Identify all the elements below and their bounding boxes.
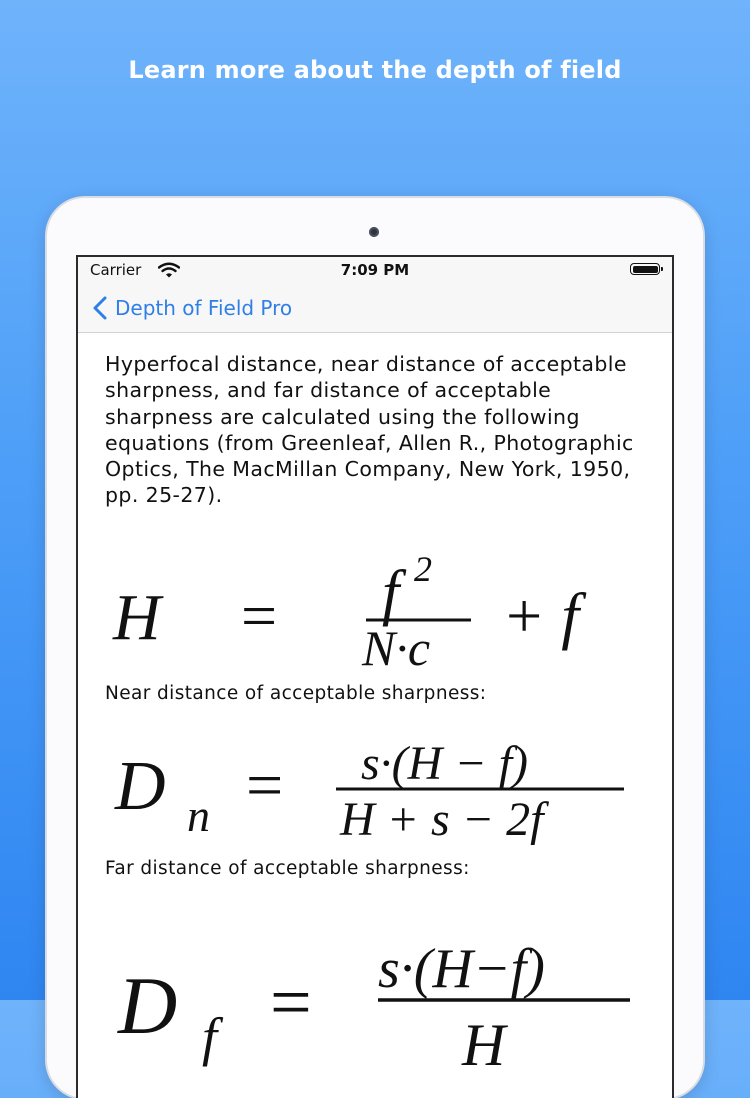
status-bar	[78, 257, 672, 283]
formula-dn-denominator: H + s − 2f	[340, 793, 544, 846]
formula-h-tail: + f	[502, 580, 579, 651]
device-screen	[78, 257, 672, 1098]
formula-df-denominator: H	[462, 1012, 506, 1078]
navigation-bar	[78, 283, 672, 333]
promo-headline: Learn more about the depth of field	[128, 56, 622, 84]
far-distance-formula	[78, 915, 672, 1098]
chevron-left-icon	[90, 295, 112, 321]
formula-dn-subscript: n	[187, 790, 210, 841]
hyperfocal-formula	[78, 555, 672, 667]
formula-h-numerator: f	[382, 559, 400, 627]
carrier-label: Carrier	[90, 261, 142, 279]
intro-paragraph: Hyperfocal distance, near distance of acceptable sharpness, and far distance of acceptable sharpness are calculated using the following equations (from Greenleaf, Allen R., Photographic Optics, The MacMillan Company, New York, 1950, pp. 25-27).	[105, 352, 634, 508]
back-button[interactable]	[90, 291, 292, 325]
clock: 7:09 PM	[340, 261, 410, 279]
formula-df-lhs: D	[118, 960, 178, 1051]
formula-h-denominator: N·c	[362, 620, 431, 667]
back-button-label: Depth of Field Pro	[115, 296, 293, 320]
formula-df-equals: =	[270, 962, 312, 1044]
front-camera	[369, 227, 379, 237]
near-distance-label: Near distance of acceptable sharpness:	[105, 683, 487, 704]
near-distance-formula	[78, 719, 672, 847]
tablet-frame	[47, 198, 703, 1098]
formula-dn-numerator: s·(H − f)	[361, 737, 529, 790]
formula-dn-lhs: D	[115, 748, 166, 825]
formula-df-numerator: s·(H−f)	[378, 938, 545, 1000]
content-area[interactable]	[78, 333, 672, 1098]
formula-dn-equals: =	[246, 749, 284, 822]
formula-h-equals: =	[241, 580, 278, 651]
formula-df-subscript: f	[202, 1007, 218, 1067]
formula-h-exponent: 2	[414, 555, 432, 589]
battery-icon	[630, 263, 660, 275]
far-distance-label: Far distance of acceptable sharpness:	[105, 858, 470, 879]
formula-h-lhs: H	[113, 581, 161, 654]
